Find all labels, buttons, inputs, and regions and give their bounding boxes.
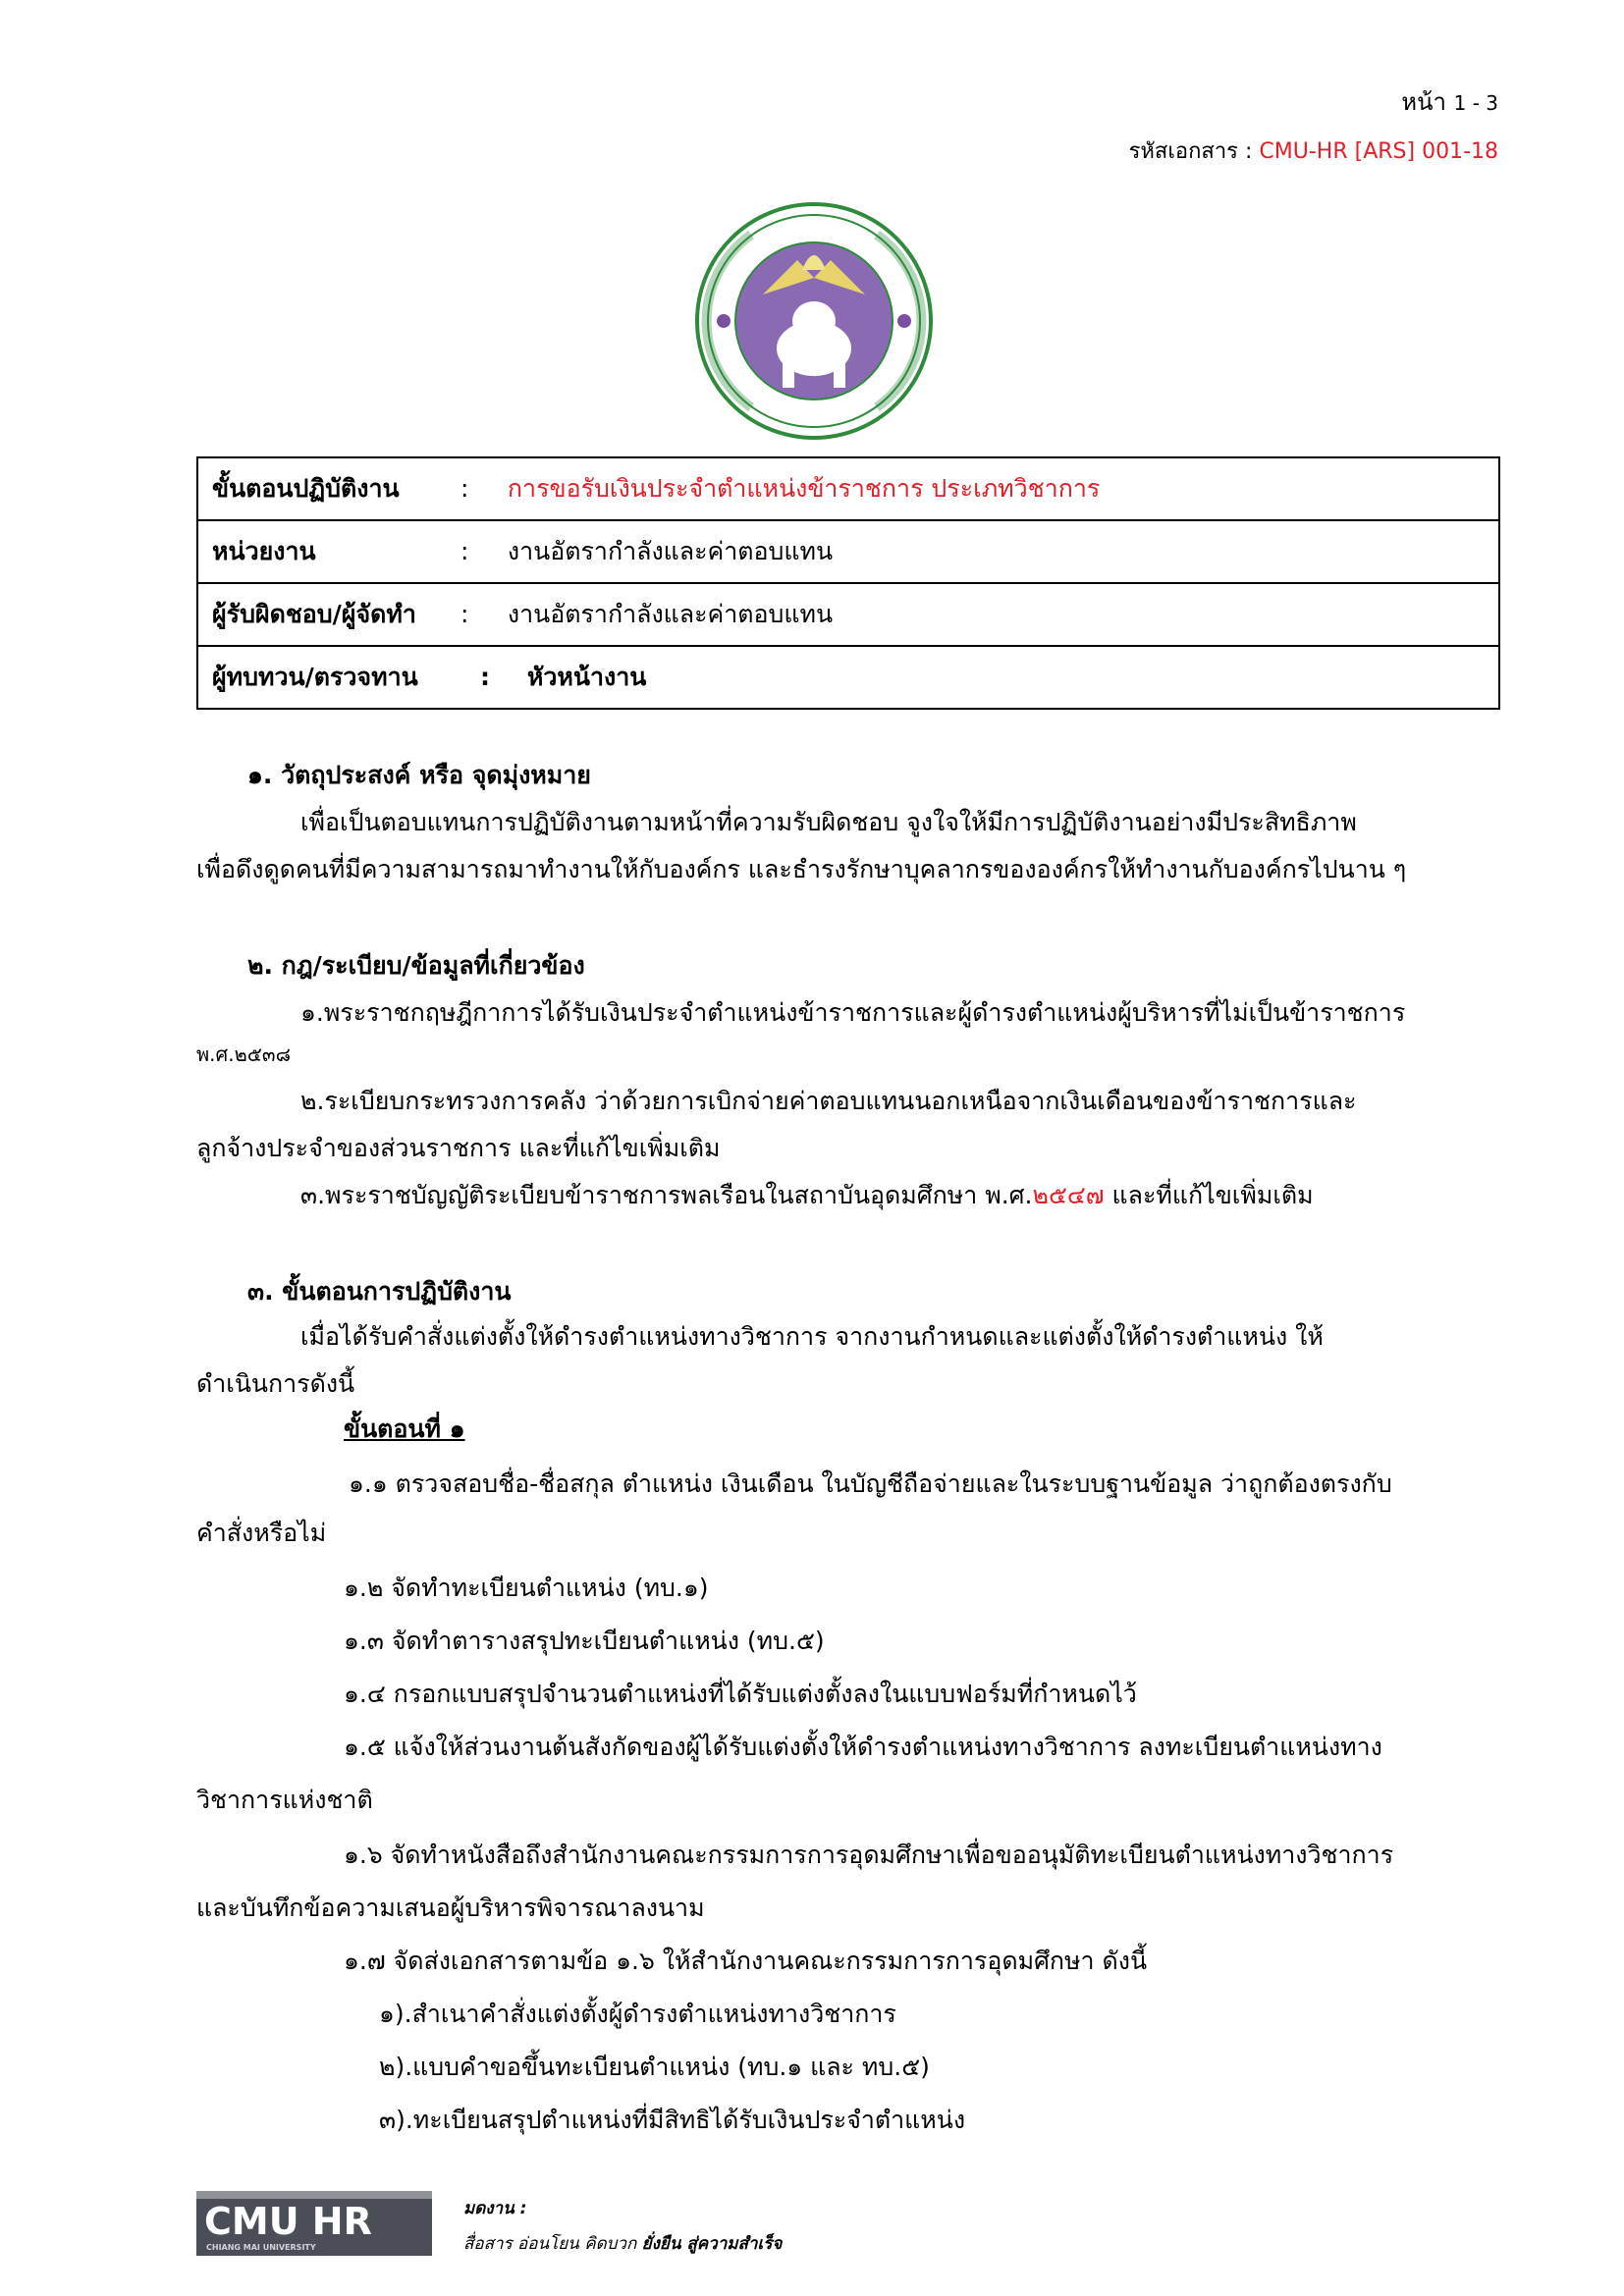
paragraph-line: เมื่อได้รับคำสั่งแต่งตั้งให้ดำรงตำแหน่งทางวิชาการ จากงานกำหนดและแต่งตั้งให้ดำรงตำแหน่ง ให้ (300, 1322, 1324, 1351)
paragraph-line: เพื่อดึงดูดคนที่มีความสามารถมาทำงานให้กับองค์กร และธำรงรักษาบุคลากรขององค์กรให้ทำงานกับองค์กรไปนาน ๆ (196, 855, 1407, 883)
paragraph-line: ๓.พระราชบัญญัติระเบียบข้าราชการพลเรือนในสถาบันอุดมศึกษา พ.ศ.๒๕๔๗ และที่แก้ไขเพิ่มเติม (300, 1181, 1314, 1209)
svg-text:CHIANG MAI UNIVERSITY: CHIANG MAI UNIVERSITY (206, 2243, 316, 2252)
list-item: ๑.๑ ตรวจสอบชื่อ-ชื่อสกุล ตำแหน่ง เงินเดือน ในบัญชีถือจ่ายและในระบบฐานข้อมูล ว่าถูกต้องตรงกับ (349, 1469, 1392, 1498)
document-code: รหัสเอกสาร : CMU-HR [ARS] 001-18 (1128, 139, 1498, 164)
list-item: และบันทึกข้อความเสนอผู้บริหารพิจารณาลงนาม (196, 1894, 705, 1922)
info-table (196, 456, 1500, 710)
sub-list-item: ๑).สำเนาคำสั่งแต่งตั้งผู้ดำรงตำแหน่งทางวิชาการ (379, 2000, 896, 2028)
table-row: ผู้ทบทวน/ตรวจทาน : หัวหน้างาน (197, 646, 1499, 709)
section-heading: ๒. กฎ/ระเบียบ/ข้อมูลที่เกี่ยวข้อง (247, 951, 585, 980)
paragraph-line: พ.ศ.๒๕๓๘ (196, 1042, 292, 1066)
row-value: หัวหน้างาน (526, 663, 647, 691)
footer-motto: สื่อสาร อ่อนโยน คิดบวก ยั่งยืน สู่ความสำเร็จ (463, 2234, 783, 2254)
list-item: ๑.๕ แจ้งให้ส่วนงานต้นสังกัดของผู้ได้รับแต่งตั้งให้ดำรงตำแหน่งทางวิชาการ ลงทะเบียนตำแหน่งทาง (344, 1733, 1382, 1761)
procedure-title: การขอรับเงินประจำตำแหน่งข้าราชการ ประเภทวิชาการ (507, 474, 1101, 503)
row-value: งานอัตรากำลังและค่าตอบแทน (507, 537, 834, 565)
sub-list-item: ๓).ทะเบียนสรุปตำแหน่งที่มีสิทธิได้รับเงินประจำตำแหน่ง (379, 2106, 966, 2134)
row-value: งานอัตรากำลังและค่าตอบแทน (507, 600, 834, 628)
paragraph-line: ลูกจ้างประจำของส่วนราชการ และที่แก้ไขเพิ่มเติม (196, 1134, 721, 1162)
footer-motto-label: มดงาน : (463, 2199, 527, 2218)
row-label: ผู้ทบทวน/ตรวจทาน (212, 663, 418, 691)
paragraph-line: ๑.พระราชกฤษฎีกาการได้รับเงินประจำตำแหน่งข้าราชการและผู้ดำรงตำแหน่งผู้บริหารที่ไม่เป็นข้าราชการ (300, 998, 1406, 1027)
table-row: ขั้นตอนปฏิบัติงาน : การขอรับเงินประจำตำแหน่งข้าราชการ ประเภทวิชาการ (197, 457, 1499, 520)
list-item: ๑.๖ จัดทำหนังสือถึงสำนักงานคณะกรรมการการอุดมศึกษาเพื่อขออนุมัติทะเบียนตำแหน่งทางวิชาการ (344, 1841, 1394, 1869)
paragraph-line: เพื่อเป็นตอบแทนการปฏิบัติงานตามหน้าที่ความรับผิดชอบ จูงใจให้มีการปฏิบัติงานอย่างมีประสิทธิภาพ (300, 808, 1357, 836)
section-heading: ๓. ขั้นตอนการปฏิบัติงาน (247, 1277, 512, 1306)
table-row: หน่วยงาน : งานอัตรากำลังและค่าตอบแทน (197, 520, 1499, 583)
university-seal-logo (694, 201, 935, 442)
list-item: วิชาการแห่งชาติ (196, 1786, 373, 1814)
page-number: หน้า 1 - 3 (1401, 88, 1498, 116)
row-label: หน่วยงาน (212, 537, 316, 565)
list-item: คำสั่งหรือไม่ (196, 1519, 327, 1547)
paragraph-line: ดำเนินการดังนี้ (196, 1369, 355, 1398)
sub-list-item: ๒).แบบคำขอขึ้นทะเบียนตำแหน่ง (ทบ.๑ และ ทบ.๕) (379, 2053, 930, 2081)
list-item: ๑.๗ จัดส่งเอกสารตามข้อ ๑.๖ ให้สำนักงานคณะกรรมการการอุดมศึกษา ดังนี้ (344, 1947, 1148, 1975)
section-heading: ๑. วัตถุประสงค์ หรือ จุดมุ่งหมาย (247, 761, 591, 789)
paragraph-line: ๒.ระเบียบกระทรวงการคลัง ว่าด้วยการเบิกจ่ายค่าตอบแทนนอกเหนือจากเงินเดือนของข้าราชการและ (300, 1087, 1357, 1115)
cmu-hr-logo (196, 2191, 432, 2256)
step-heading: ขั้นตอนที่ ๑ (344, 1415, 465, 1443)
row-label: ผู้รับผิดชอบ/ผู้จัดทำ (212, 600, 416, 628)
table-row: ผู้รับผิดชอบ/ผู้จัดทำ : งานอัตรากำลังและค่าตอบแทน (197, 583, 1499, 646)
list-item: ๑.๒ จัดทำทะเบียนตำแหน่ง (ทบ.๑) (344, 1574, 709, 1602)
row-label: ขั้นตอนปฏิบัติงาน (212, 474, 400, 503)
svg-text:CMU HR: CMU HR (204, 2200, 372, 2243)
list-item: ๑.๔ กรอกแบบสรุปจำนวนตำแหน่งที่ได้รับแต่งตั้งลงในแบบฟอร์มที่กำหนดไว้ (344, 1680, 1137, 1708)
list-item: ๑.๓ จัดทำตารางสรุปทะเบียนตำแหน่ง (ทบ.๕) (344, 1627, 825, 1655)
